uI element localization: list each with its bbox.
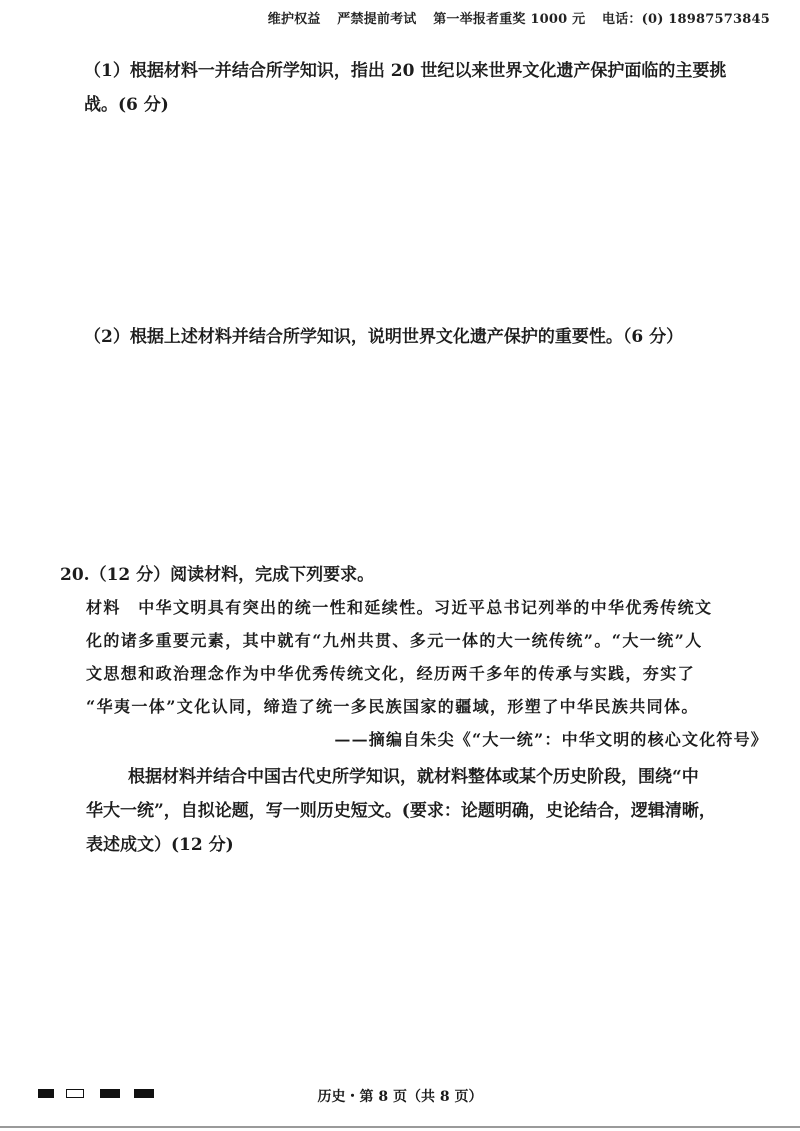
q20-material-line-2: 化的诸多重要元素，其中就有“九州共贯、多元一体的大一统传统”。“大一统”人 xyxy=(86,631,703,650)
q20-material-line-3: 文思想和政治理念作为中华优秀传统文化，经历两千多年的传承与实践，夯实了 xyxy=(86,664,696,683)
header-phone: 电话：(0) 18987573845 xyxy=(602,12,770,27)
q20-heading: 20.（12 分）阅读材料，完成下列要求。 xyxy=(60,565,375,585)
page-header xyxy=(268,8,770,27)
q20-task-line-2: 华大一统”，自拟论题，写一则历史短文。(要求：论题明确，史论结合，逻辑清晰， xyxy=(86,801,716,821)
header-notice-no-early-exam: 严禁提前考试 xyxy=(337,12,417,27)
q20-task-line-1: 根据材料并结合中国古代史所学知识，就材料整体或某个历史阶段，围绕“中 xyxy=(128,767,699,787)
header-notice-reward: 第一举报者重奖 1000 元 xyxy=(433,12,586,27)
scan-bottom-edge xyxy=(0,1126,800,1128)
q20-task-line-3: 表述成文）(12 分) xyxy=(86,835,234,855)
page-number-footer: 历史・第 8 页（共 8 页） xyxy=(317,1089,483,1105)
header-notice-rights: 维护权益 xyxy=(267,12,321,27)
q20-material-source: ——摘编自朱尖《“大一统”：中华文明的核心文化符号》 xyxy=(334,730,768,749)
q19-part2-line1: （2）根据上述材料并结合所学知识，说明世界文化遗产保护的重要性。（6 分） xyxy=(84,327,684,347)
q20-material-line-1: 材料 中华文明具有突出的统一性和延续性。习近平总书记列举的中华优秀传统文 xyxy=(86,598,713,617)
q19-part1-line2: 战。(6 分) xyxy=(84,95,169,115)
q20-material-line-4: “华夷一体”文化认同，缔造了统一多民族国家的疆域，形塑了中华民族共同体。 xyxy=(86,697,699,716)
q19-part1-line1: （1）根据材料一并结合所学知识，指出 20 世纪以来世界文化遗产保护面临的主要挑 xyxy=(84,61,727,81)
